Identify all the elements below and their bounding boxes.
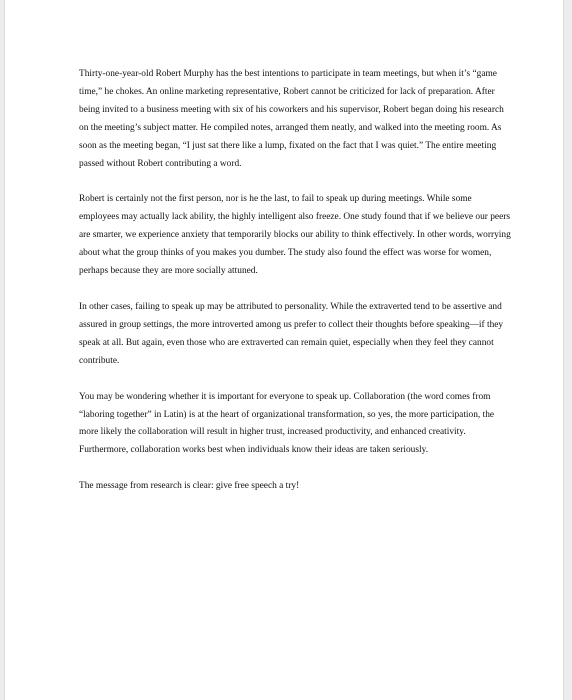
paragraph-2: Robert is certainly not the first person, nor is he the last, to fail to speak up during meetings. While some employees may actually lack ability, the highly intelligent also freeze. One study found that if we believe our peers are smarter, we experience anxiety that temporarily blocks our ability to think effectively. In other words, worrying about what the group thinks of you makes you dumber. The study also found the effect was worse for women, perhaps because they are more socially attuned. — [79, 194, 511, 277]
paragraph-5: The message from research is clear: give free speech a try! — [79, 481, 300, 492]
document-page — [4, 0, 564, 700]
paragraph-3: In other cases, failing to speak up may be attributed to personality. While the extraverted tend to be assertive and assured in group settings, the more introverted among us prefer to collect their thoughts before speaking—if they speak at all. But again, even those who are extraverted can remain quiet, especially when they feel they cannot contribute. — [79, 301, 504, 366]
paragraph-4: You may be wondering whether it is important for everyone to speak up. Collaboration (the word comes from “laboring together” in Latin) is at the heart of organizational transformation, so yes, the more participation, the more likely the collaboration will result in higher trust, increased productivity, and enhanced creativity. Furthermore, collaboration works best when individuals know their ideas are taken seriously. — [79, 391, 495, 456]
paragraph-1: Thirty-one-year-old Robert Murphy has the best intentions to participate in team meetings, but when it’s “game time,” he chokes. An online marketing representative, Robert cannot be criticized for lack of preparation. After being invited to a business meeting with six of his coworkers and his supervisor, Robert began doing his research on the meeting’s subject matter. He compiled notes, arranged them neatly, and walked into the meeting room. As soon as the meeting began, “I just sat there like a lump, fixated on the fact that I was quiet.” The entire meeting passed without Robert contributing a word. — [79, 69, 504, 169]
document-body — [79, 66, 511, 496]
